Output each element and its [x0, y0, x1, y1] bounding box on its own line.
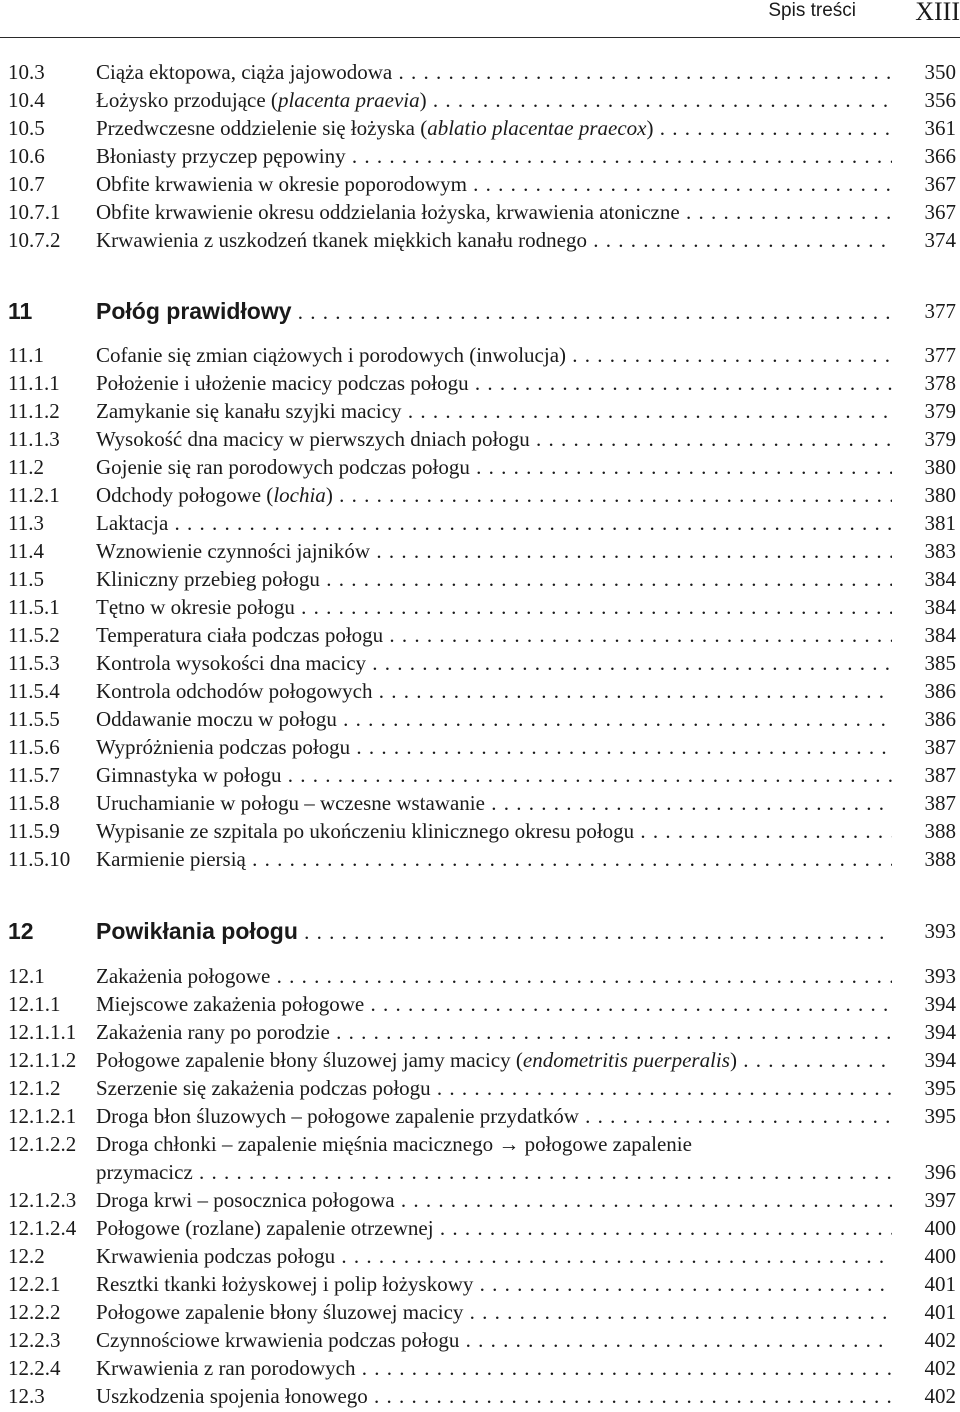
- entry-title-text: Przedwczesne oddzielenie się łożyska (: [96, 116, 428, 140]
- entry-page-number: 393: [924, 919, 956, 943]
- entry-title-text: ): [419, 88, 427, 112]
- entry-page-number: 402: [924, 1356, 956, 1380]
- entry-page-number: 356: [924, 88, 956, 112]
- entry-title: [96, 705, 892, 733]
- entry-title-text: Czynnościowe krwawienia podczas połogu: [96, 1328, 460, 1352]
- entry-number: 11.1.3: [8, 427, 60, 451]
- entry-number: 12.1: [8, 964, 45, 988]
- entry-title-text: Połogowe zapalenie błony śluzowej macicy: [96, 1300, 464, 1324]
- entry-number: 12.2.1: [8, 1272, 61, 1296]
- entry-number: 12.1.2: [8, 1076, 61, 1100]
- entry-title-text: Droga błon śluzowych – połogowe zapalenie przydatków: [96, 1104, 579, 1128]
- entry-page-number: 377: [924, 343, 956, 367]
- entry-number: 11.4: [8, 539, 44, 563]
- entry-title: [96, 917, 892, 946]
- entry-page-number: 380: [924, 455, 956, 479]
- entry-title-text: Gimnastyka w połogu: [96, 763, 282, 787]
- entry-number: 11.5.3: [8, 651, 60, 675]
- entry-title: [96, 297, 892, 326]
- toc-entry: [0, 1382, 960, 1410]
- chapter-entry: [0, 297, 960, 325]
- entry-number: 11.3: [8, 511, 44, 535]
- entry-title-text: Temperatura ciała podczas połogu: [96, 623, 384, 647]
- entry-number: 11.5.6: [8, 735, 60, 759]
- entry-number: 11.2.1: [8, 483, 60, 507]
- entry-page-number: 387: [924, 791, 956, 815]
- entry-page-number: 401: [924, 1272, 956, 1296]
- entry-number: 12.1.1.2: [8, 1048, 77, 1072]
- entry-title-text: Powikłania połogu: [96, 918, 298, 944]
- entry-title-text: Połogowe (rozlane) zapalenie otrzewnej: [96, 1216, 434, 1240]
- toc-entry: [0, 397, 960, 425]
- entry-title-text: Błoniasty przyczep pępowiny: [96, 144, 346, 168]
- entry-page-number: 379: [924, 427, 956, 451]
- entry-title: [96, 226, 892, 254]
- entry-title-text: Cofanie się zmian ciążowych i porodowych (inwolucja): [96, 343, 567, 367]
- entry-title-text: Miejscowe zakażenia połogowe: [96, 992, 365, 1016]
- entry-title-text: Laktacja: [96, 511, 169, 535]
- entry-title-latin: endometritis puerperalis: [522, 1048, 730, 1072]
- toc-entry: [0, 1214, 960, 1242]
- entry-title: [96, 114, 892, 142]
- entry-number: 10.7: [8, 172, 45, 196]
- entry-page-number: 384: [924, 623, 956, 647]
- entry-page-number: 388: [924, 847, 956, 871]
- entry-number: 12.3: [8, 1384, 45, 1408]
- toc-entry: [0, 1186, 960, 1214]
- entry-title-text: Zamykanie się kanału szyjki macicy: [96, 399, 402, 423]
- page-header: [0, 0, 960, 38]
- entry-page-number: 366: [924, 144, 956, 168]
- toc-entry: [0, 733, 960, 761]
- entry-number: 12.1.2.3: [8, 1188, 77, 1212]
- entry-number: 11.5.7: [8, 763, 60, 787]
- entry-number: 12.1.1.1: [8, 1020, 77, 1044]
- entry-title: [96, 1270, 892, 1298]
- entry-title-text: Droga krwi – posocznica połogowa: [96, 1188, 395, 1212]
- entry-number: 11.5.2: [8, 623, 60, 647]
- entry-page-number: 378: [924, 371, 956, 395]
- entry-title: [96, 369, 892, 397]
- toc-entry: [0, 453, 960, 481]
- entry-page-number: 383: [924, 539, 956, 563]
- toc-entry: [0, 649, 960, 677]
- entry-number: 10.7.1: [8, 200, 61, 224]
- toc-entry: [0, 369, 960, 397]
- toc-entry: [0, 425, 960, 453]
- entry-title: [96, 1242, 892, 1270]
- entry-page-number: 401: [924, 1300, 956, 1324]
- entry-number: 10.4: [8, 88, 45, 112]
- entry-title: [96, 1102, 892, 1130]
- entry-page-number: 386: [924, 707, 956, 731]
- entry-page-number: 381: [924, 511, 956, 535]
- toc-entry: [0, 962, 960, 990]
- entry-title-text: Wysokość dna macicy w pierwszych dniach połogu: [96, 427, 530, 451]
- entry-page-number: 396: [924, 1160, 956, 1184]
- entry-number: 12: [8, 918, 34, 944]
- entry-page-number: 386: [924, 679, 956, 703]
- toc-entry: [0, 86, 960, 114]
- entry-page-number: 400: [924, 1244, 956, 1268]
- entry-title-text: Krwawienia z uszkodzeń tkanek miękkich kanału rodnego: [96, 228, 587, 252]
- entry-number: 12.1.2.1: [8, 1104, 77, 1128]
- entry-title-text: Łożysko przodujące (: [96, 88, 278, 112]
- entry-title-text: Krwawienia z ran porodowych: [96, 1356, 356, 1380]
- entry-title-text: Szerzenie się zakażenia podczas połogu: [96, 1076, 431, 1100]
- entry-title-text: Wypisanie ze szpitala po ukończeniu klinicznego okresu połogu: [96, 819, 635, 843]
- entry-number: 11.5.5: [8, 707, 60, 731]
- entry-title: [96, 425, 892, 453]
- toc-entry: [0, 990, 960, 1018]
- entry-title: [96, 962, 892, 990]
- entry-title: [96, 1326, 892, 1354]
- entry-title-text: Kontrola odchodów połogowych: [96, 679, 373, 703]
- entry-number: 12.1.2.4: [8, 1216, 77, 1240]
- entry-title-latin: lochia: [273, 483, 326, 507]
- page-numeral: XIII: [915, 0, 960, 26]
- entry-page-number: 402: [924, 1384, 956, 1408]
- toc-entry: [0, 114, 960, 142]
- entry-title-text: Droga chłonki – zapalenie mięśnia macicznego → połogowe zapalenie: [96, 1132, 692, 1156]
- toc-entry: [0, 1354, 960, 1382]
- entry-page-number: 379: [924, 399, 956, 423]
- entry-title: [96, 817, 892, 845]
- entry-number: 10.6: [8, 144, 45, 168]
- entry-title-text: Krwawienia podczas połogu: [96, 1244, 336, 1268]
- entry-title-text: przymacicz: [96, 1160, 193, 1184]
- entry-title: [96, 1046, 892, 1074]
- entry-title-text: Gojenie się ran porodowych podczas połogu: [96, 455, 470, 479]
- entry-page-number: 402: [924, 1328, 956, 1352]
- toc-entry: [0, 593, 960, 621]
- toc-entry: [0, 341, 960, 369]
- toc-entry: [0, 198, 960, 226]
- entry-number: 11.1.1: [8, 371, 60, 395]
- entry-number: 12.2.3: [8, 1328, 61, 1352]
- entry-title: [96, 733, 892, 761]
- entry-title-latin: placenta praevia: [277, 88, 420, 112]
- entry-number: 10.7.2: [8, 228, 61, 252]
- toc-entry: [0, 1130, 960, 1158]
- toc-entry: [0, 1326, 960, 1354]
- toc-entry: [0, 789, 960, 817]
- toc-entry: [0, 1074, 960, 1102]
- entry-number: 11.1.2: [8, 399, 60, 423]
- toc-entry: [0, 170, 960, 198]
- entry-title: [96, 1382, 892, 1410]
- entry-title: [96, 789, 892, 817]
- entry-number: 12.2.4: [8, 1356, 61, 1380]
- entry-page-number: 394: [924, 992, 956, 1016]
- entry-title-text: Karmienie piersią: [96, 847, 246, 871]
- entry-title-text: ): [729, 1048, 737, 1072]
- entry-title-text: Obfite krwawienie okresu oddzielania łożyska, krwawienia atoniczne: [96, 200, 680, 224]
- entry-title: [96, 509, 892, 537]
- entry-title: [96, 1158, 892, 1186]
- entry-page-number: 400: [924, 1216, 956, 1240]
- entry-title-text: Resztki tkanki łożyskowej i polip łożyskowy: [96, 1272, 474, 1296]
- entry-title-text: Połogowe zapalenie błony śluzowej jamy macicy (: [96, 1048, 523, 1072]
- entry-page-number: 367: [924, 200, 956, 224]
- toc-entry: [0, 621, 960, 649]
- entry-number: 11.1: [8, 343, 44, 367]
- entry-title: [96, 990, 892, 1018]
- entry-title: [96, 397, 892, 425]
- toc-entry: [0, 1242, 960, 1270]
- entry-page-number: 394: [924, 1020, 956, 1044]
- entry-title: [96, 1018, 892, 1046]
- toc-entry: [0, 705, 960, 733]
- toc-entry: [0, 761, 960, 789]
- entry-title-text: Obfite krwawienia w okresie poporodowym: [96, 172, 467, 196]
- entry-number: 11.5.8: [8, 791, 60, 815]
- toc-entry: [0, 226, 960, 254]
- entry-title: [96, 761, 892, 789]
- entry-title-text: Tętno w okresie połogu: [96, 595, 295, 619]
- entry-page-number: 380: [924, 483, 956, 507]
- entry-title-text: ): [325, 483, 333, 507]
- entry-title: [96, 1298, 892, 1326]
- entry-title: [96, 1354, 892, 1382]
- entry-title: [96, 845, 892, 873]
- entry-title-text: Ciąża ektopowa, ciąża jajowodowa: [96, 60, 393, 84]
- entry-number: 12.2: [8, 1244, 45, 1268]
- entry-title: [96, 170, 892, 198]
- toc-entry: [0, 1298, 960, 1326]
- entry-number: 11.2: [8, 455, 44, 479]
- entry-title-text: Wznowienie czynności jajników: [96, 539, 371, 563]
- entry-number: 10.3: [8, 60, 45, 84]
- entry-page-number: 374: [924, 228, 956, 252]
- entry-page-number: 388: [924, 819, 956, 843]
- toc-entry: [0, 1270, 960, 1298]
- toc-entry: [0, 1046, 960, 1074]
- entry-title-text: Położenie i ułożenie macicy podczas połogu: [96, 371, 469, 395]
- entry-title: [96, 453, 892, 481]
- toc-entry: [0, 537, 960, 565]
- entry-title: [96, 1186, 892, 1214]
- entry-page-number: 387: [924, 763, 956, 787]
- entry-page-number: 384: [924, 595, 956, 619]
- chapter-entry: [0, 917, 960, 945]
- entry-title: [96, 649, 892, 677]
- entry-title-text: Kliniczny przebieg połogu: [96, 567, 320, 591]
- entry-title: [96, 565, 892, 593]
- entry-title: [96, 58, 892, 86]
- entry-page-number: 385: [924, 651, 956, 675]
- entry-title: [96, 198, 892, 226]
- header-rule: [0, 37, 960, 38]
- entry-title: [96, 621, 892, 649]
- entry-title-text: Zakażenia połogowe: [96, 964, 271, 988]
- toc-entry: [0, 1102, 960, 1130]
- entry-page-number: 350: [924, 60, 956, 84]
- entry-title: [96, 86, 892, 114]
- entry-page-number: 377: [924, 299, 956, 323]
- entry-title-text: ): [646, 116, 654, 140]
- toc-entry: [0, 58, 960, 86]
- entry-title-text: Uruchamianie w połogu – wczesne wstawanie: [96, 791, 485, 815]
- entry-number: 12.1.1: [8, 992, 61, 1016]
- toc-entry: [0, 677, 960, 705]
- entry-number: 12.1.2.2: [8, 1132, 77, 1156]
- toc-entry: [0, 1158, 960, 1186]
- entry-title: [96, 341, 892, 369]
- entry-number: 11.5.10: [8, 847, 71, 871]
- toc-entry: [0, 509, 960, 537]
- entry-page-number: 394: [924, 1048, 956, 1072]
- entry-number: 11.5.4: [8, 679, 60, 703]
- entry-title: [96, 537, 892, 565]
- entry-title: [96, 481, 892, 509]
- entry-number: 11.5.1: [8, 595, 60, 619]
- entry-number: 11.5.9: [8, 819, 60, 843]
- entry-page-number: 397: [924, 1188, 956, 1212]
- entry-title: [96, 593, 892, 621]
- entry-page-number: 384: [924, 567, 956, 591]
- entry-title-text: Oddawanie moczu w połogu: [96, 707, 337, 731]
- toc-entry: [0, 481, 960, 509]
- toc-entry: [0, 142, 960, 170]
- toc-entry: [0, 845, 960, 873]
- entry-page-number: 367: [924, 172, 956, 196]
- toc-entry: [0, 817, 960, 845]
- toc-entry: [0, 1018, 960, 1046]
- entry-title-latin: ablatio placentae praecox: [427, 116, 647, 140]
- entry-title-text: Odchody połogowe (: [96, 483, 274, 507]
- entry-number: 10.5: [8, 116, 45, 140]
- entry-number: 11: [8, 298, 33, 324]
- entry-page-number: 361: [924, 116, 956, 140]
- entry-page-number: 387: [924, 735, 956, 759]
- toc-entry: [0, 565, 960, 593]
- entry-title-text: Połóg prawidłowy: [96, 298, 292, 324]
- entry-title: [96, 1074, 892, 1102]
- entry-title: [96, 1214, 892, 1242]
- entry-title-text: Zakażenia rany po porodzie: [96, 1020, 330, 1044]
- entry-page-number: 395: [924, 1076, 956, 1100]
- entry-number: 11.5: [8, 567, 44, 591]
- entry-title-text: Kontrola wysokości dna macicy: [96, 651, 367, 675]
- entry-page-number: 395: [924, 1104, 956, 1128]
- entry-title-text: Wypróżnienia podczas połogu: [96, 735, 351, 759]
- entry-title-text: Uszkodzenia spojenia łonowego: [96, 1384, 368, 1408]
- entry-page-number: 393: [924, 964, 956, 988]
- entry-number: 12.2.2: [8, 1300, 61, 1324]
- running-title: Spis treści: [768, 0, 856, 21]
- entry-title: [96, 142, 892, 170]
- entry-title: [96, 1130, 892, 1158]
- entry-title: [96, 677, 892, 705]
